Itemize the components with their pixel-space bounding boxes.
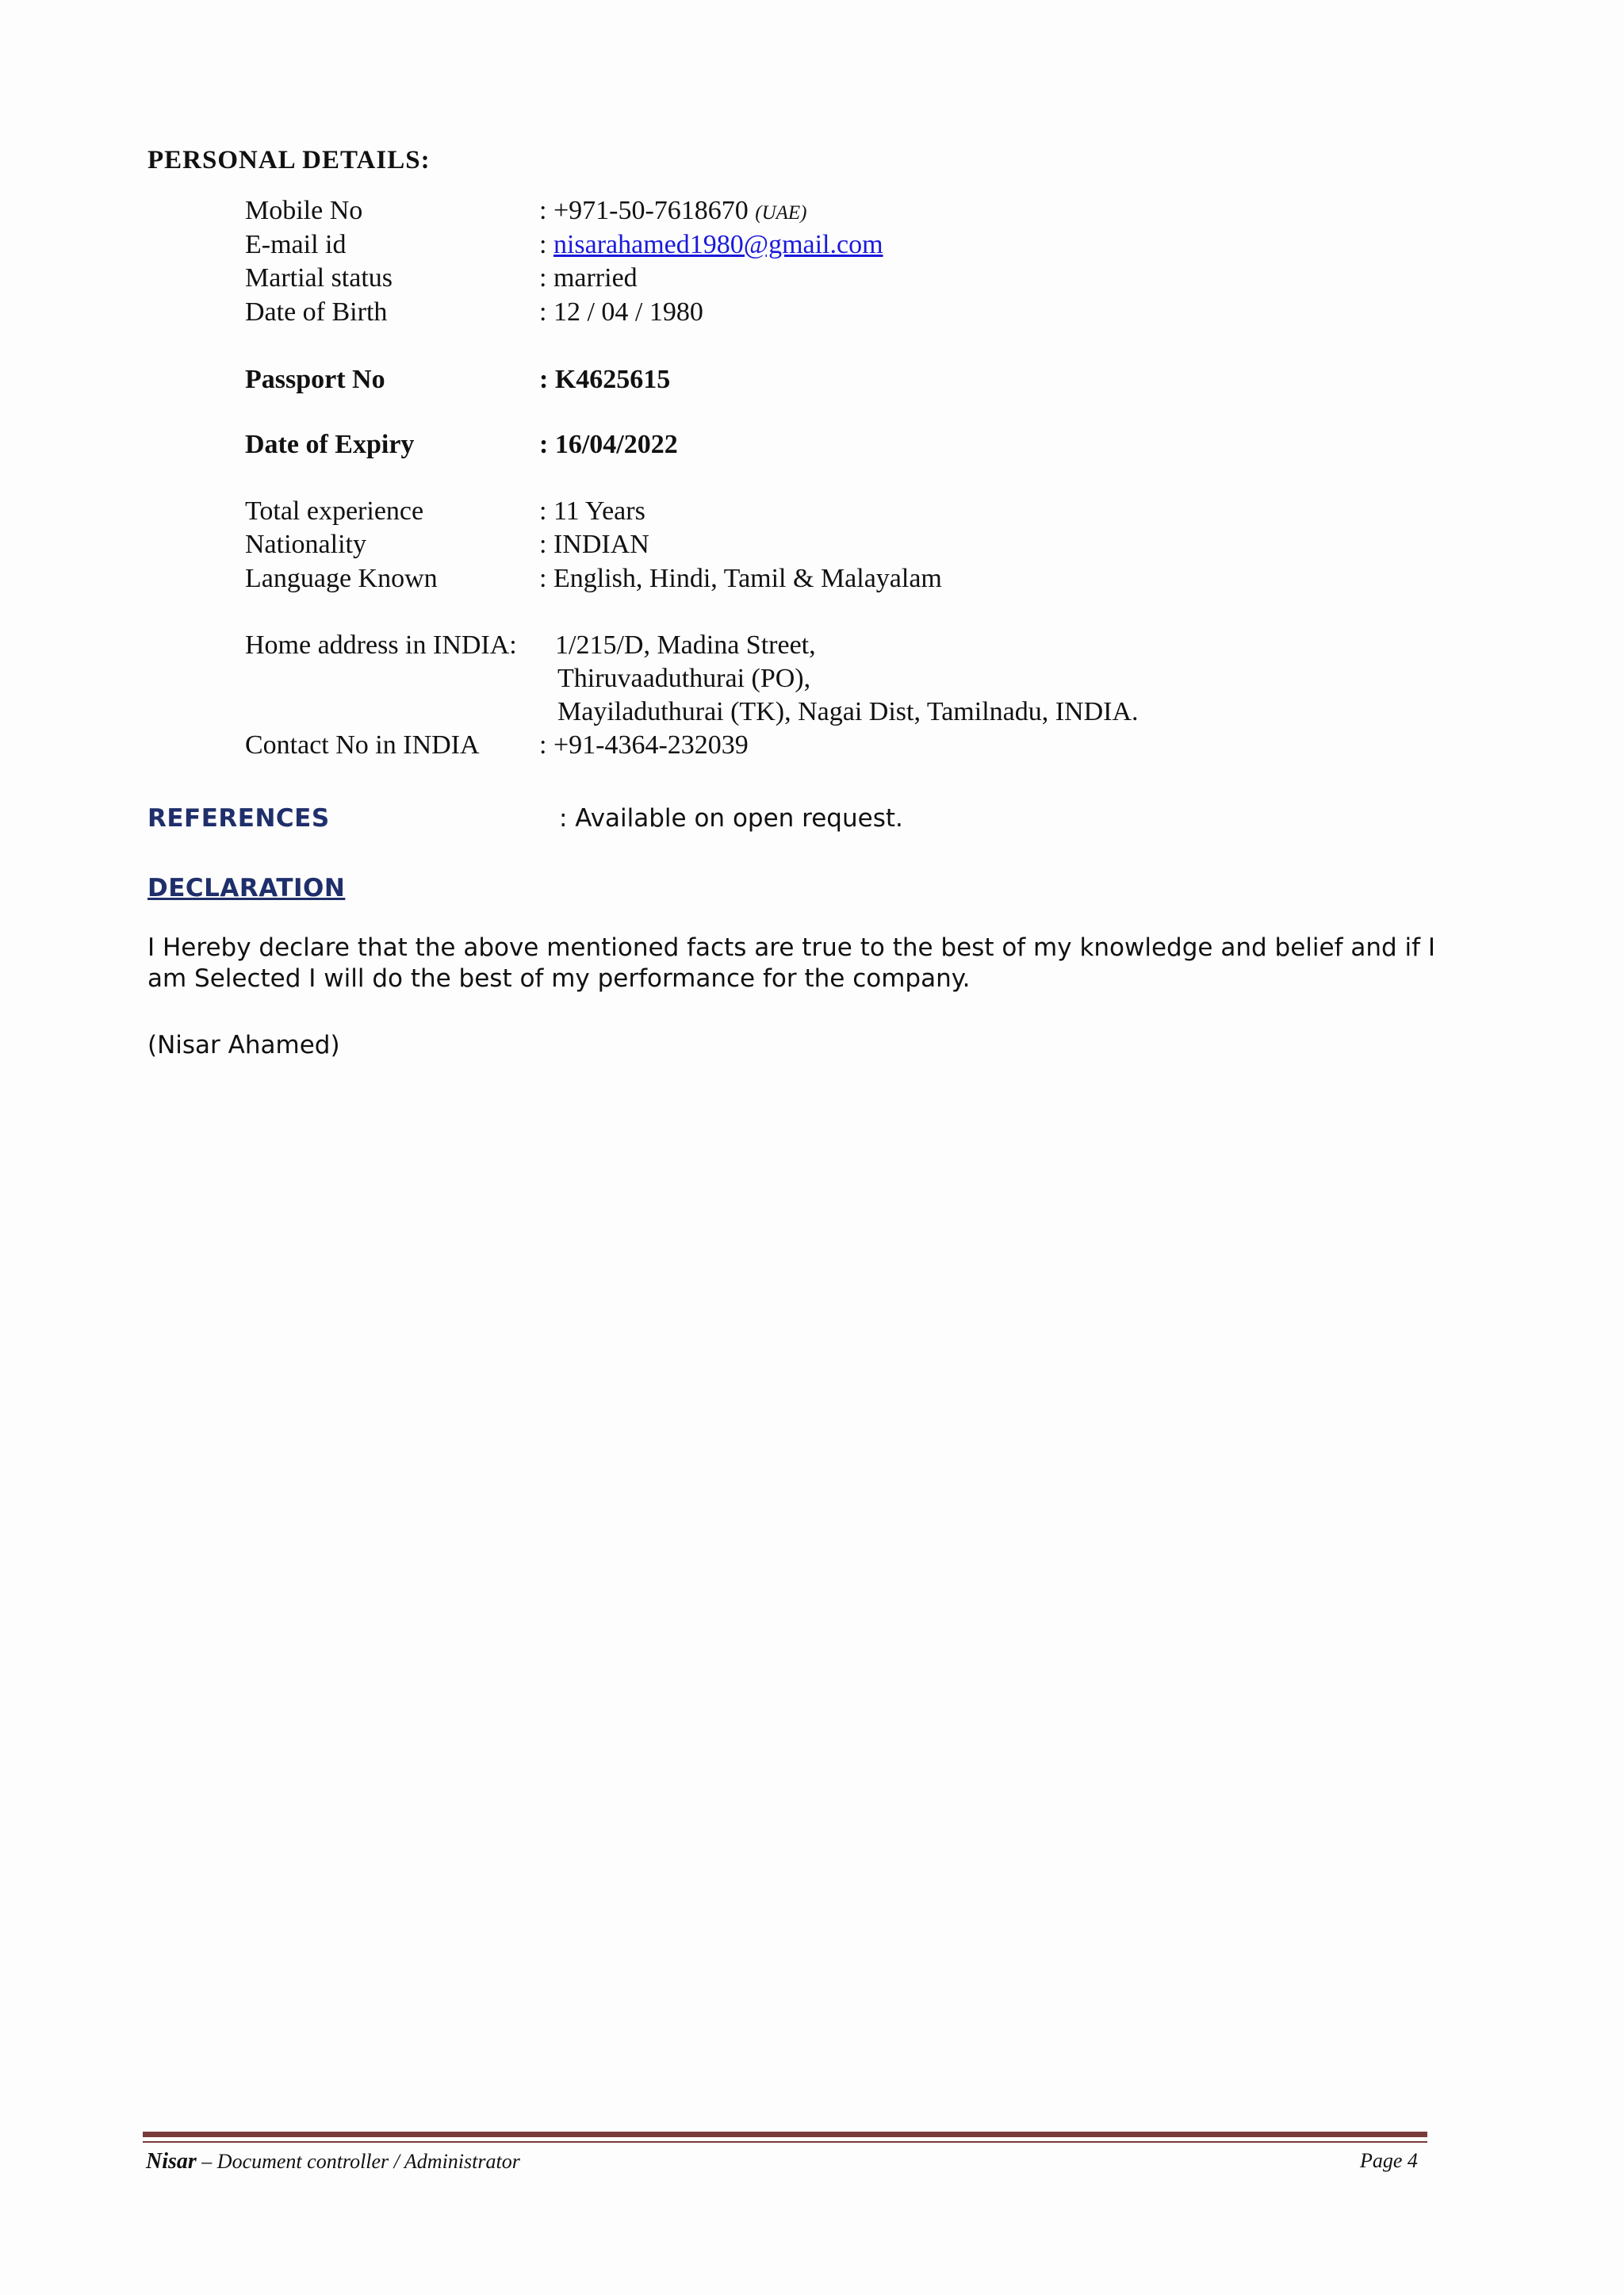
experience-label: Total experience (245, 496, 424, 526)
home-address-line-3: Mayiladuthurai (TK), Nagai Dist, Tamilnadu, INDIA. (557, 697, 1139, 726)
mobile-label: Mobile No (245, 196, 363, 225)
email-link[interactable]: nisarahamed1980@gmail.com (553, 230, 883, 259)
declaration-text: I Hereby declare that the above mentioned facts are true to the best of my knowledge and belief and if I am Selected I will do the best of my performance for the company. (147, 933, 1436, 993)
language-value: : English, Hindi, Tamil & Malayalam (539, 564, 942, 593)
personal-details-heading: PERSONAL DETAILS: (147, 146, 431, 174)
contact-label: Contact No in INDIA (245, 730, 480, 760)
passport-value: : K4625615 (539, 365, 671, 394)
email-label: E-mail id (245, 230, 347, 259)
home-address-line-2: Thiruvaaduthurai (PO), (557, 664, 811, 693)
passport-label: Passport No (245, 365, 385, 394)
mobile-value-wrap (539, 194, 807, 230)
footer-left (146, 2149, 520, 2174)
footer-page-number: Page 4 (1360, 2149, 1418, 2172)
declaration-heading: DECLARATION (147, 874, 346, 902)
nationality-value: : INDIAN (539, 530, 649, 559)
dob-label: Date of Birth (245, 297, 388, 327)
marital-label: Martial status (245, 263, 393, 293)
references-value: : Available on open request. (559, 804, 903, 833)
mobile-value: : +971-50-7618670 (539, 196, 749, 225)
footer-name: Nisar (146, 2149, 197, 2174)
contact-value: : +91-4364-232039 (539, 730, 749, 760)
footer-rule-thick (143, 2132, 1427, 2137)
expiry-label: Date of Expiry (245, 430, 415, 459)
email-value-wrap (539, 228, 883, 262)
footer-rule-thin (143, 2141, 1427, 2143)
footer-role: – Document controller / Administrator (196, 2150, 520, 2173)
home-address-label: Home address in INDIA: (245, 630, 517, 660)
expiry-value: : 16/04/2022 (539, 430, 678, 459)
dob-value: : 12 / 04 / 1980 (539, 297, 703, 327)
marital-value: : married (539, 263, 638, 293)
references-heading: REFERENCES (147, 804, 330, 833)
home-address-line-1: 1/215/D, Madina Street, (555, 630, 816, 660)
experience-value: : 11 Years (539, 496, 645, 526)
signature-name: (Nisar Ahamed) (147, 1031, 340, 1059)
email-colon: : (539, 230, 553, 259)
mobile-note: (UAE) (755, 202, 807, 224)
language-label: Language Known (245, 564, 438, 593)
nationality-label: Nationality (245, 530, 366, 559)
